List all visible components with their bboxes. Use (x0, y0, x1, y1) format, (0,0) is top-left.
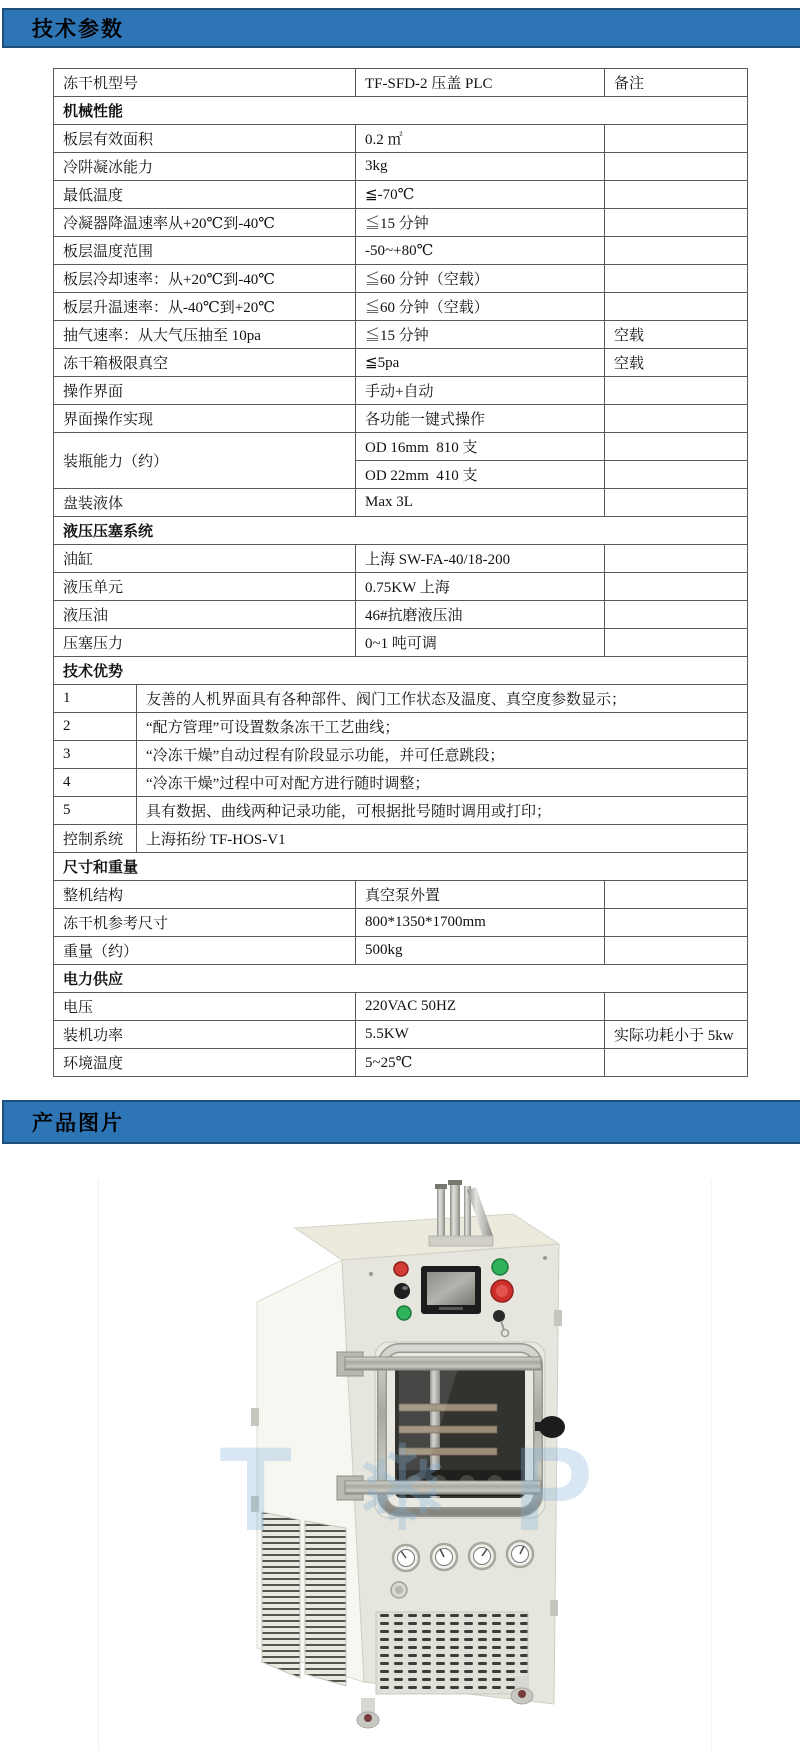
side-hinge-tab (554, 1310, 562, 1326)
table-row (54, 601, 748, 629)
spec-label-cell: 油缸 (54, 545, 356, 573)
spec-value-cell: 46#抗磨液压油 (356, 601, 605, 629)
spec-label-cell: 电压 (54, 993, 356, 1021)
table-row (54, 265, 748, 293)
section-row (54, 965, 748, 993)
spec-remark-cell: 空载 (605, 321, 748, 349)
key-switch (493, 1310, 505, 1322)
spec-label-cell: 冻干箱极限真空 (54, 349, 356, 377)
table-row (54, 1049, 748, 1077)
spec-remark-cell (605, 405, 748, 433)
spec-table-body (54, 69, 748, 1077)
spec-value-cell: ≦60 分钟（空载） (356, 265, 605, 293)
feature-text-cell: 友善的人机界面具有各种部件、阀门工作状态及温度、真空度参数显示； (137, 685, 748, 713)
product-photo (98, 1180, 712, 1750)
brand-watermark: T❄P (219, 1422, 653, 1556)
hydraulic-cylinder (429, 1180, 493, 1246)
spec-value-cell: 5~25℃ (356, 1049, 605, 1077)
spec-label-cell: 装机功率 (54, 1021, 356, 1049)
feature-number-cell: 5 (54, 797, 137, 825)
panel-screw (543, 1256, 547, 1260)
spec-label-cell: 整机结构 (54, 881, 356, 909)
table-row (54, 153, 748, 181)
spec-value-cell: ≦60 分钟（空载） (356, 293, 605, 321)
section-row (54, 657, 748, 685)
spec-remark-cell (605, 1049, 748, 1077)
caster-wheel (364, 1714, 372, 1722)
spec-value-cell: 手动+自动 (356, 377, 605, 405)
table-row (54, 713, 748, 741)
feature-number-cell: 4 (54, 769, 137, 797)
table-row (54, 825, 748, 853)
spec-value-cell: 800*1350*1700mm (356, 909, 605, 937)
spec-label-cell: 冻干机型号 (54, 69, 356, 97)
spec-remark-cell (605, 993, 748, 1021)
spec-remark-cell (605, 377, 748, 405)
table-row (54, 573, 748, 601)
spec-value-cell: ≦5pa (356, 349, 605, 377)
spec-remark-cell (605, 181, 748, 209)
spec-value-cell: 5.5KW (356, 1021, 605, 1049)
touchscreen-display (427, 1272, 475, 1305)
feature-text-cell: 具有数据、曲线两种记录功能，可根据批号随时调用或打印； (137, 797, 748, 825)
section-header-cell: 液压压塞系统 (54, 517, 748, 545)
feature-text-cell: “冷冻干燥”自动过程有阶段显示功能，并可任意跳段； (137, 741, 748, 769)
spec-value-cell: 220VAC 50HZ (356, 993, 605, 1021)
spec-remark-cell (605, 881, 748, 909)
feature-text-cell: 上海拓纷 TF-HOS-V1 (137, 825, 748, 853)
spec-label-cell: 抽气速率：从大气压抽至 10pa (54, 321, 356, 349)
knob-highlight (402, 1286, 408, 1290)
spec-remark-cell (605, 293, 748, 321)
table-row (54, 769, 748, 797)
spec-remark-cell (605, 545, 748, 573)
table-row (54, 629, 748, 657)
section-row (54, 517, 748, 545)
table-row (54, 209, 748, 237)
section-header-cell: 电力供应 (54, 965, 748, 993)
table-row (54, 489, 748, 517)
spec-remark-cell (605, 573, 748, 601)
table-row (54, 237, 748, 265)
spec-label-cell: 冻干机参考尺寸 (54, 909, 356, 937)
spec-label-cell: 板层有效面积 (54, 125, 356, 153)
spec-label-cell: 板层冷却速率：从+20℃到-40℃ (54, 265, 356, 293)
spec-value-cell: 0.2 ㎡ (356, 125, 605, 153)
section-header-cell: 机械性能 (54, 97, 748, 125)
section-row (54, 97, 748, 125)
table-row (54, 1021, 748, 1049)
table-row (54, 545, 748, 573)
spec-value-cell: 3kg (356, 153, 605, 181)
table-row (54, 685, 748, 713)
spec-label-cell: 冷凝器降温速率从+20℃到-40℃ (54, 209, 356, 237)
spec-remark-cell (605, 237, 748, 265)
spec-remark-cell (605, 909, 748, 937)
table-row (54, 937, 748, 965)
spec-value-cell: 各功能一键式操作 (356, 405, 605, 433)
spec-value-cell: ≦15 分钟 (356, 321, 605, 349)
spec-label-cell: 操作界面 (54, 377, 356, 405)
section-header-cell: 技术优势 (54, 657, 748, 685)
feature-number-cell: 1 (54, 685, 137, 713)
table-row (54, 69, 748, 97)
spec-value-cell: 0.75KW 上海 (356, 573, 605, 601)
spec-remark-cell (605, 461, 748, 489)
spec-label-cell: 重量（约） (54, 937, 356, 965)
spec-label-cell: 环境温度 (54, 1049, 356, 1077)
side-hinge-tab (550, 1600, 558, 1616)
spec-value-cell: ≦15 分钟 (356, 209, 605, 237)
feature-number-cell: 2 (54, 713, 137, 741)
table-row (54, 125, 748, 153)
spec-value-cell: 上海 SW-FA-40/18-200 (356, 545, 605, 573)
spec-value-cell: 0~1 吨可调 (356, 629, 605, 657)
green-indicator-button (492, 1259, 508, 1275)
spec-remark-cell (605, 125, 748, 153)
feature-text-cell: “冷冻干燥”过程中可对配方进行随时调整； (137, 769, 748, 797)
table-row (54, 293, 748, 321)
red-indicator-button (394, 1262, 408, 1276)
spec-remark-cell (605, 209, 748, 237)
table-row (54, 993, 748, 1021)
spec-remark-cell: 备注 (605, 69, 748, 97)
spec-table (53, 68, 748, 1077)
spec-remark-cell: 实际功耗小于 5kw (605, 1021, 748, 1049)
table-row (54, 349, 748, 377)
table-row (54, 433, 748, 461)
spec-value-cell: ≦-70℃ (356, 181, 605, 209)
table-row (54, 405, 748, 433)
black-knob (394, 1283, 410, 1299)
table-row (54, 881, 748, 909)
spec-remark-cell (605, 937, 748, 965)
front-grille-vent (376, 1612, 528, 1694)
door-clamp-bar-top (345, 1357, 541, 1370)
spec-label-cell: 液压单元 (54, 573, 356, 601)
section-header-tech-params (2, 8, 800, 48)
spec-remark-cell (605, 433, 748, 461)
product-images-title: 产品图片 (32, 1112, 124, 1135)
caster-wheel (518, 1690, 526, 1698)
table-row (54, 321, 748, 349)
section-row (54, 853, 748, 881)
feature-text-cell: “配方管理”可设置数条冻干工艺曲线； (137, 713, 748, 741)
table-row (54, 741, 748, 769)
spec-value-cell: 真空泵外置 (356, 881, 605, 909)
feature-number-cell: 3 (54, 741, 137, 769)
spec-value-cell: Max 3L (356, 489, 605, 517)
section-header-product-images (2, 1100, 800, 1144)
table-row (54, 909, 748, 937)
spec-label-cell: 板层温度范围 (54, 237, 356, 265)
spec-label-cell: 界面操作实现 (54, 405, 356, 433)
spec-value-cell: 500kg (356, 937, 605, 965)
spec-label-cell: 液压油 (54, 601, 356, 629)
spec-value-cell: TF-SFD-2 压盖 PLC (356, 69, 605, 97)
emergency-stop-cap (496, 1285, 508, 1297)
spec-value-cell: -50~+80℃ (356, 237, 605, 265)
spec-remark-cell (605, 489, 748, 517)
touchscreen-label-strip (439, 1307, 463, 1310)
spec-value-cell: OD 22mm 410 支 (356, 461, 605, 489)
spec-label-cell: 压塞压力 (54, 629, 356, 657)
spec-label-cell: 盘装液体 (54, 489, 356, 517)
spec-label-cell: 板层升温速率：从-40℃到+20℃ (54, 293, 356, 321)
spec-label-cell: 冷阱凝冰能力 (54, 153, 356, 181)
spec-label-cell: 最低温度 (54, 181, 356, 209)
table-row (54, 181, 748, 209)
section-header-cell: 尺寸和重量 (54, 853, 748, 881)
tech-params-title: 技术参数 (32, 18, 124, 41)
drain-valve-center (395, 1586, 403, 1594)
spec-remark-cell (605, 629, 748, 657)
spec-label-cell: 装瓶能力（约） (54, 433, 356, 489)
spec-remark-cell (605, 601, 748, 629)
feature-number-cell: 控制系统 (54, 825, 137, 853)
green-start-button (397, 1306, 411, 1320)
spec-remark-cell (605, 153, 748, 181)
table-row (54, 377, 748, 405)
freeze-dryer-image (99, 1180, 711, 1750)
spec-remark-cell (605, 265, 748, 293)
table-row (54, 797, 748, 825)
panel-screw (369, 1272, 373, 1276)
spec-remark-cell: 空载 (605, 349, 748, 377)
spec-value-cell: OD 16mm 810 支 (356, 433, 605, 461)
